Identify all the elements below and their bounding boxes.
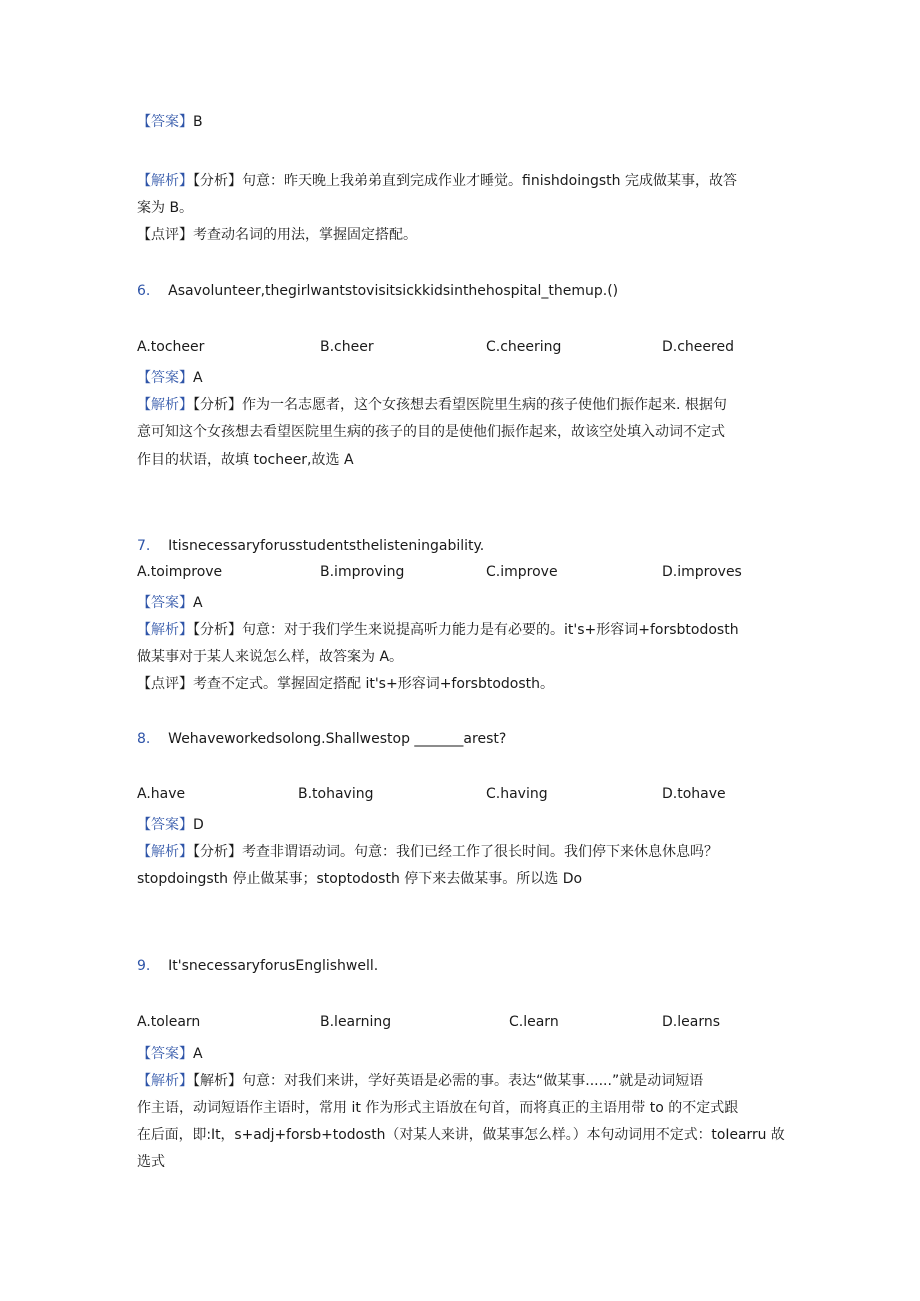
q8-analysis-line2: stopdoingsth 停止做某事；stoptodosth 停下来去做某事。所以选 Do (137, 871, 583, 887)
q5-answer (137, 112, 203, 132)
q9-analysis-line2: 作主语，动词短语作主语时，常用 it 作为形式主语放在句首，而将真正的主语用带 to 的不定式跟 (137, 1100, 739, 1116)
question-stem: Wehaveworkedsolong.Shallwestop _______arest? (168, 731, 507, 747)
q7-analysis-line2: 做某事对于某人来说怎么样，故答案为 A。 (137, 649, 404, 665)
question-number: 9. (137, 958, 151, 974)
q8-stem (137, 729, 506, 749)
answer-tag: 【答案】 (137, 370, 193, 386)
question-number: 6. (137, 283, 151, 299)
q9-stem (137, 956, 378, 976)
analysis-text: 【分析】作为一名志愿者，这个女孩想去看望医院里生病的孩子使他们振作起来. 根据句 (193, 397, 727, 413)
q9-option-d: D.learns (662, 1014, 720, 1030)
analysis-text: 【分析】考查非谓语动词。句意：我们已经工作了很长时间。我们停下来休息休息吗？ (193, 844, 718, 860)
q7-comment: 【点评】考查不定式。掌握固定搭配 it's+形容词+forsbtodosth。 (137, 676, 555, 692)
analysis-tag: 【解析】 (137, 173, 193, 189)
q6-stem (137, 281, 618, 301)
q7-analysis-line1 (137, 620, 739, 640)
q5-analysis-line2: 案为 B。 (137, 200, 194, 216)
q9-answer (137, 1044, 203, 1064)
answer-value: A (193, 595, 203, 611)
question-number: 7. (137, 538, 151, 554)
q8-option-d: D.tohave (662, 786, 726, 802)
q6-option-a: A.tocheer (137, 339, 205, 355)
answer-value: A (193, 370, 203, 386)
q8-answer (137, 815, 204, 835)
analysis-text: 【分析】句意：昨天晚上我弟弟直到完成作业才睡觉。finishdoingsth 完成做某事，故答 (193, 173, 737, 189)
q8-analysis-line1 (137, 842, 718, 862)
q8-option-a: A.have (137, 786, 186, 802)
q7-option-b: B.improving (320, 564, 405, 580)
q9-analysis-line3: 在后面，即:It，s+adj+forsb+todosth（对某人来讲，做某事怎么样。）本句动词用不定式：toIearru 故 (137, 1127, 785, 1143)
q6-option-c: C.cheering (486, 339, 562, 355)
answer-value: B (193, 114, 203, 130)
q5-analysis-line1 (137, 171, 737, 191)
q5-comment: 【点评】考查动名词的用法，掌握固定搭配。 (137, 227, 417, 243)
question-stem: It'snecessaryforusEnglishwell. (168, 958, 379, 974)
analysis-tag: 【解析】 (137, 622, 193, 638)
analysis-tag: 【解析】 (137, 844, 193, 860)
q6-analysis-line2: 意可知这个女孩想去看望医院里生病的孩子的目的是使他们振作起来，故该空处填入动词不定式 (137, 424, 725, 440)
q9-analysis-line4: 选式 (137, 1154, 165, 1170)
q6-option-d: D.cheered (662, 339, 734, 355)
answer-value: D (193, 817, 204, 833)
q7-stem (137, 536, 484, 556)
answer-tag: 【答案】 (137, 595, 193, 611)
q6-analysis-line1 (137, 395, 727, 415)
answer-tag: 【答案】 (137, 1046, 193, 1062)
analysis-tag: 【解析】 (137, 1073, 193, 1089)
q8-option-b: B.tohaving (298, 786, 374, 802)
answer-tag: 【答案】 (137, 817, 193, 833)
q7-option-d: D.improves (662, 564, 742, 580)
q8-option-c: C.having (486, 786, 548, 802)
q9-option-a: A.tolearn (137, 1014, 201, 1030)
q7-answer (137, 593, 203, 613)
q7-option-c: C.improve (486, 564, 558, 580)
q9-option-c: C.learn (509, 1014, 559, 1030)
q6-option-b: B.cheer (320, 339, 374, 355)
q9-option-b: B.learning (320, 1014, 392, 1030)
q6-answer (137, 368, 203, 388)
question-number: 8. (137, 731, 151, 747)
q7-option-a: A.toimprove (137, 564, 223, 580)
answer-tag: 【答案】 (137, 114, 193, 130)
question-stem: Itisnecessaryforusstudentsthelisteningability. (168, 538, 485, 554)
analysis-tag: 【解析】 (137, 397, 193, 413)
analysis-text: 【解析】句意：对我们来讲，学好英语是必需的事。表达“做某事......”就是动词短语 (193, 1073, 704, 1089)
q6-analysis-line3: 作目的状语，故填 tocheer,故选 A (137, 452, 354, 468)
analysis-text: 【分析】句意：对于我们学生来说提高听力能力是有必要的。it's+形容词+forsbtodosth (193, 622, 739, 638)
answer-value: A (193, 1046, 203, 1062)
q9-analysis-line1 (137, 1071, 703, 1091)
question-stem: Asavolunteer,thegirlwantstovisitsickkidsinthehospital_themup.() (168, 283, 619, 299)
